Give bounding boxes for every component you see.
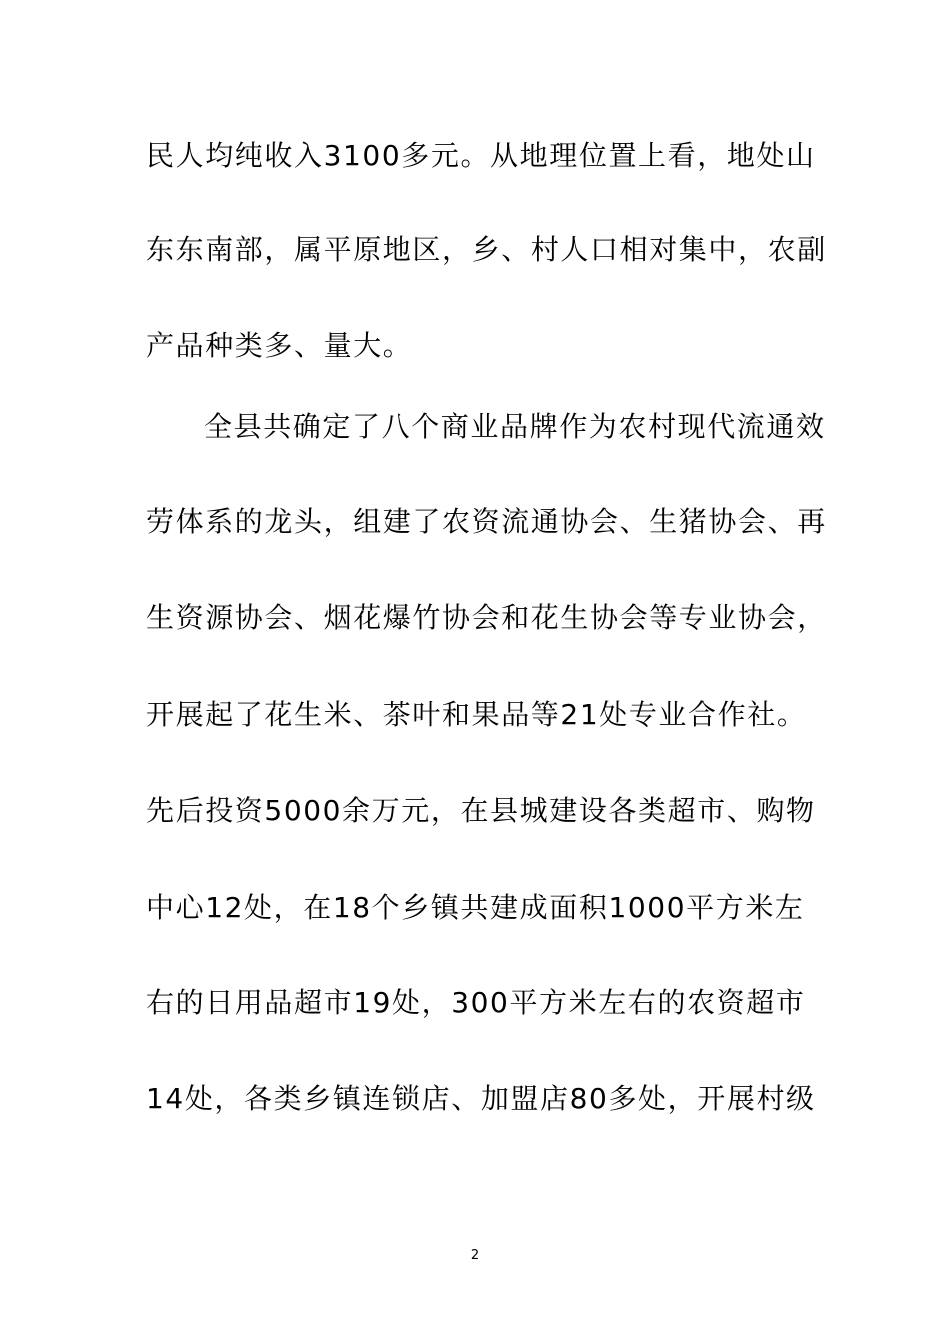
text-line-11: 14处，各类乡镇连锁店、加盟店80多处，开展村级 (146, 1082, 816, 1115)
text-line-10: 右的日用品超市19处，300平方米左右的农资超市 (146, 986, 806, 1019)
text-line-7: 开展起了花生米、茶叶和果品等21处专业合作社。 (146, 698, 807, 731)
text-line-6: 生资源协会、烟花爆竹协会和花生协会等专业协会， (146, 601, 827, 634)
text-line-2: 东东南部，属平原地区，乡、村人口相对集中，农副 (146, 233, 827, 266)
text-line-5: 劳体系的龙头，组建了农资流通协会、生猪协会、再 (146, 505, 827, 538)
text-line-8: 先后投资5000余万元，在县城建设各类超市、购物 (146, 794, 816, 827)
text-line-9: 中心12处，在18个乡镇共建成面积1000平方米左 (146, 891, 805, 924)
text-line-1: 民人均纯收入3100多元。从地理位置上看，地处山 (146, 139, 816, 172)
paragraph-start-line: 全县共确定了八个商业品牌作为农村现代流通效 (204, 410, 826, 443)
text-line-3: 产品种类多、量大。 (146, 329, 413, 362)
page-number: 2 (470, 1248, 480, 1263)
